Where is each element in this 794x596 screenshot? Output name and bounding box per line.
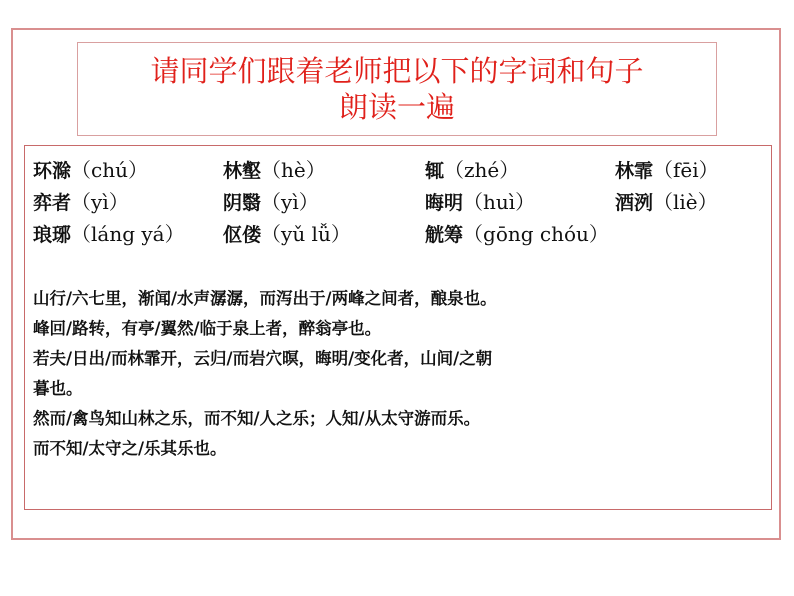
content-box [24, 145, 772, 510]
vocab-word: 辄 [425, 160, 445, 182]
vocab-item [425, 154, 519, 183]
vocab-pinyin: （yì） [71, 190, 129, 214]
vocab-pinyin: （huì） [463, 190, 536, 214]
vocab-pinyin: （hè） [261, 158, 326, 182]
vocab-item [33, 218, 185, 247]
vocab-item [33, 154, 148, 183]
vocab-word: 觥筹 [425, 224, 464, 246]
vocab-pinyin: （yǔ lǚ） [261, 222, 351, 246]
passage-line: 若夫/日出/而林霏开，云归/而岩穴暝，晦明/变化者，山间/之朝 [33, 349, 493, 368]
passage-line: 暮也。 [33, 379, 83, 398]
vocab-pinyin: （láng yá） [71, 222, 185, 246]
vocab-item [223, 218, 351, 247]
vocab-item [425, 218, 609, 247]
vocab-item [615, 186, 718, 215]
vocab-word: 琅琊 [33, 224, 72, 246]
vocab-pinyin: （fēi） [653, 158, 719, 182]
vocab-word: 伛偻 [223, 224, 262, 246]
title-line-2: 朗读一遍 [338, 90, 455, 124]
vocab-item [425, 186, 535, 215]
title-box [77, 42, 717, 136]
vocab-item [33, 186, 129, 215]
vocab-word: 晦明 [425, 192, 464, 214]
vocab-word: 弈者 [33, 192, 72, 214]
vocab-word: 阴翳 [223, 192, 262, 214]
vocab-word: 环滁 [33, 160, 72, 182]
passage-line: 然而/禽鸟知山林之乐，而不知/人之乐；人知/从太守游而乐。 [33, 409, 481, 428]
title-line-1: 请同学们跟着老师把以下的字词和句子 [150, 54, 644, 88]
vocab-word: 酒洌 [615, 192, 654, 214]
vocab-row [25, 154, 765, 184]
passage-line: 峰回/路转，有亭/翼然/临于泉上者，醉翁亭也。 [33, 319, 382, 338]
vocab-item [223, 154, 326, 183]
vocab-word: 林霏 [615, 160, 654, 182]
vocab-pinyin: （chú） [71, 158, 148, 182]
vocab-pinyin: （yì） [261, 190, 319, 214]
vocab-item [223, 186, 319, 215]
passage-line: 山行/六七里，渐闻/水声潺潺，而泻出于/两峰之间者，酿泉也。 [33, 289, 497, 308]
vocab-row [25, 218, 765, 248]
vocab-word: 林壑 [223, 160, 262, 182]
vocab-pinyin: （zhé） [444, 158, 520, 182]
passage [33, 284, 768, 464]
passage-line: 而不知/太守之/乐其乐也。 [33, 439, 227, 458]
vocab-pinyin: （gōng chóu） [463, 222, 609, 246]
vocab-item [615, 154, 719, 183]
vocab-pinyin: （liè） [653, 190, 718, 214]
vocab-row [25, 186, 765, 216]
